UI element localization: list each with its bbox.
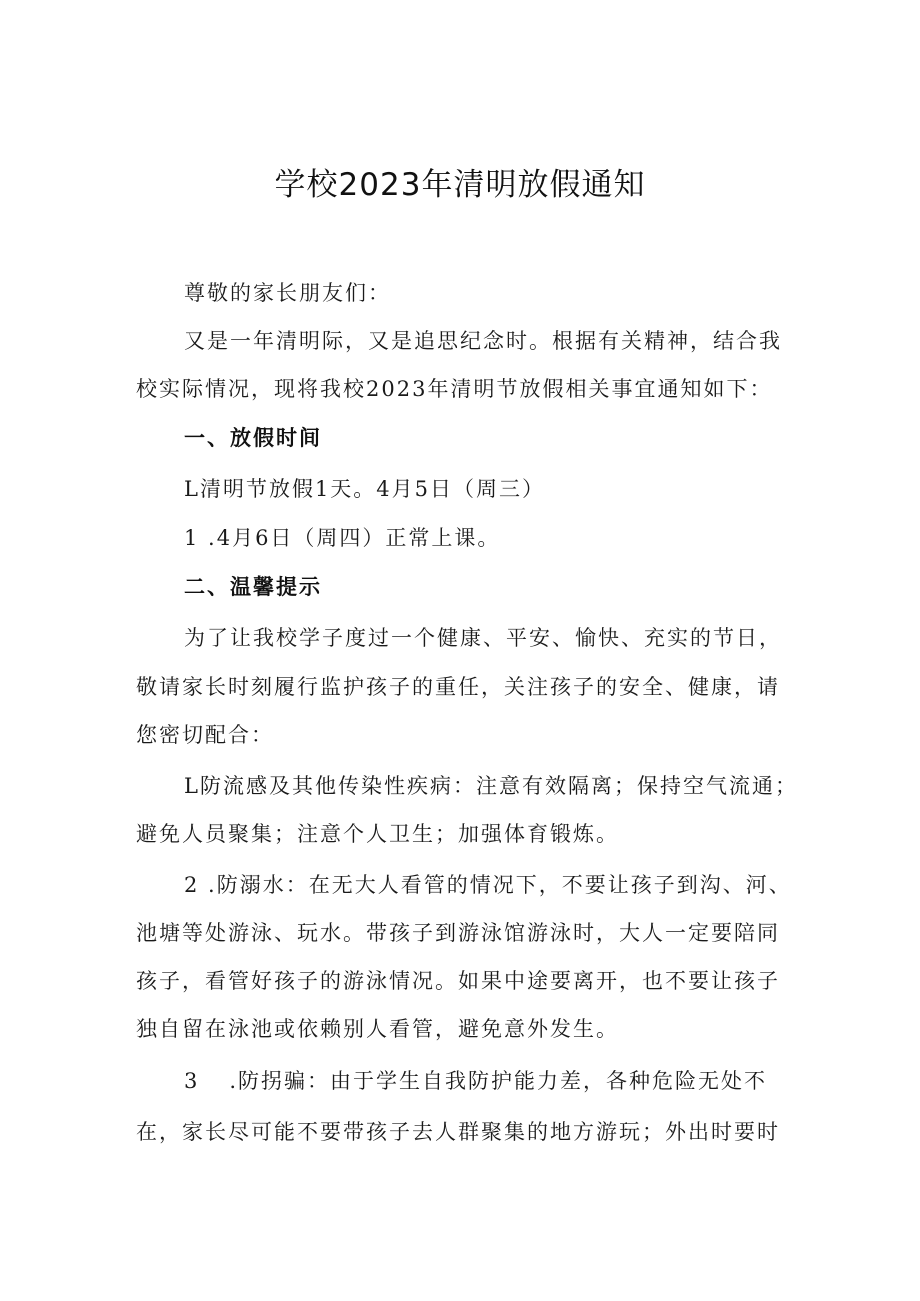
greeting: 尊敬的家长朋友们： <box>184 281 391 305</box>
section-heading-tips: 二、温馨提示 <box>184 575 322 599</box>
holiday-item-2: 1 .4月6日（周四）正常上课。 <box>184 526 501 550</box>
tip3-line-2: 在，家长尽可能不要带孩子去人群聚集的地方游玩；外出时要时 <box>136 1120 780 1144</box>
intro-line-1: 又是一年清明际，又是追思纪念时。根据有关精神，结合我 <box>184 329 782 353</box>
page-title: 学校2023年清明放假通知 <box>274 167 646 203</box>
section-heading-holiday-time: 一、放假时间 <box>184 426 322 450</box>
tip2-line-1: 2 .防溺水：在无大人看管的情况下，不要让孩子到沟、河、 <box>184 873 792 897</box>
tip1-line-2: 避免人员聚集；注意个人卫生；加强体育锻炼。 <box>136 822 619 846</box>
tip2-line-4: 独自留在泳池或依赖别人看管，避免意外发生。 <box>136 1017 619 1041</box>
tip1-line-1: L防流感及其他传染性疾病：注意有效隔离；保持空气流通； <box>184 774 798 798</box>
holiday-item-1: L清明节放假1天。4月5日（周三） <box>184 477 546 501</box>
tips-intro-line-3: 您密切配合： <box>136 723 274 747</box>
tip3-text: .防拐骗：由于学生自我防护能力差，各种危险无处不 <box>229 1069 768 1093</box>
tip3-number: 3 <box>184 1069 200 1093</box>
tip3-line-1 <box>184 1066 854 1096</box>
intro-line-2: 校实际情况，现将我校2023年清明节放假相关事宜通知如下： <box>136 377 773 401</box>
tips-intro-line-2: 敬请家长时刻履行监护孩子的重任，关注孩子的安全、健康，请 <box>136 675 780 699</box>
tip2-line-2: 池塘等处游泳、玩水。带孩子到游泳馆游泳时，大人一定要陪同 <box>136 921 780 945</box>
tips-intro-line-1: 为了让我校学子度过一个健康、平安、愉快、充实的节日， <box>184 626 782 650</box>
tip2-line-3: 孩子，看管好孩子的游泳情况。如果中途要离开，也不要让孩子 <box>136 969 780 993</box>
